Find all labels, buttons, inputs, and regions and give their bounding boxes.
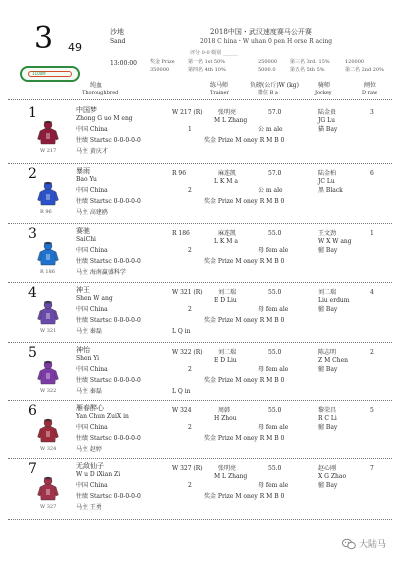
jockey-cn: 陆金贵: [318, 109, 337, 116]
horse-extra: L Q in: [172, 328, 191, 335]
entry-number: 5: [28, 345, 37, 361]
horse-owner: 马主 秦磊: [76, 388, 102, 395]
draw-number: 5: [370, 407, 374, 414]
jockey-silks-icon: [37, 476, 59, 502]
jockey-cn: 赵心刚: [318, 465, 337, 472]
horse-owner: 马主 秦磊: [76, 328, 102, 335]
prize-money: 奖金 Prize M oney R M B 0: [204, 137, 285, 144]
race-title: 2018中国・武汉速度赛马公开赛: [210, 28, 312, 36]
divider: [8, 163, 392, 164]
prize-label-0: 奖金 Prize: [150, 59, 175, 65]
divider: [8, 99, 392, 100]
prize-money: 奖金 Prize M oney R M B 0: [204, 435, 285, 442]
trainer-cn: 刘二瑞: [218, 349, 237, 356]
entry-number: 2: [28, 166, 37, 182]
wechat-icon: [342, 538, 356, 550]
draw-number: 4: [370, 289, 374, 296]
race-number: 3: [34, 21, 54, 56]
horse-name-cn: 无敌仙子: [76, 462, 104, 470]
rating-line: 评分 0-0 级别 ______: [190, 50, 238, 56]
horse-name-cn: 赛驰: [76, 227, 90, 235]
draw-number: 3: [370, 109, 374, 116]
horse-weight: 55.0: [268, 407, 282, 414]
trainer-en: E D Liu: [214, 357, 237, 364]
divider: [8, 519, 392, 520]
horse-color: 骝 Bay: [318, 306, 338, 313]
horse-origin: 中国 China: [76, 424, 108, 431]
horse-sex: 公 m ale: [258, 126, 283, 133]
horse-name-cn: 神王: [76, 286, 90, 294]
jockey-silks-icon: [37, 241, 59, 267]
entry-row: [0, 460, 400, 518]
horse-owner: 马主 赵婷: [76, 446, 102, 453]
entry-tag: R 186: [40, 269, 55, 275]
horse-name-en: Yan Chun ZuiX in: [76, 413, 129, 420]
horse-barrier: 1: [188, 126, 192, 133]
horse-record: 往绩 Startsc 0-0-0-0-0: [76, 493, 141, 500]
entry-number: 4: [28, 285, 37, 301]
draw-number: 1: [370, 230, 374, 237]
prize-money: 奖金 Prize M oney R M B 0: [204, 493, 285, 500]
entry-number: 7: [28, 461, 37, 477]
horse-name-en: Shen W ang: [76, 295, 113, 302]
trainer-en: M L Zhang: [214, 117, 248, 124]
horse-origin: 中国 China: [76, 126, 108, 133]
trainer-en: M L Zhang: [214, 473, 248, 480]
horse-color: 骝 Bay: [318, 424, 338, 431]
horse-name-cn: 暴雨: [76, 167, 90, 175]
trainer-en: H Zhou: [214, 415, 237, 422]
divider: [8, 458, 392, 459]
horse-owner: 马主 王勇: [76, 504, 102, 511]
horse-rating: R 186: [172, 230, 190, 237]
horse-name-en: Shen Yi: [76, 355, 100, 362]
horse-barrier: 2: [188, 482, 192, 489]
entry-number: 6: [28, 403, 37, 419]
horse-name-cn: 雁春醉心: [76, 404, 104, 412]
jockey-cn: 陈志明: [318, 349, 337, 356]
draw-number: 2: [370, 349, 374, 356]
horse-extra: L Q in: [172, 388, 191, 395]
horse-weight: 55.0: [268, 465, 282, 472]
jockey-silks-icon: [37, 418, 59, 444]
entry-row: [0, 402, 400, 460]
entry-tag: W 322: [40, 388, 57, 394]
horse-color: 骝 Bay: [318, 482, 338, 489]
horse-owner: 马主 海南赢盛科学: [76, 269, 126, 276]
horse-origin: 中国 China: [76, 306, 108, 313]
entry-tag: W 217: [40, 148, 57, 154]
horse-color: 骝 Bay: [318, 247, 338, 254]
horse-color: 黑 Black: [318, 187, 343, 194]
jockey-en: JC Lu: [318, 178, 335, 185]
horse-sex: 母 fem ale: [258, 247, 289, 254]
horse-record: 往绩 Startsc 0-0-0-0-0: [76, 198, 141, 205]
trainer-cn: 张明亮: [218, 465, 237, 472]
trainer-cn: 麻连凯: [218, 230, 237, 237]
entry-row: [0, 225, 400, 283]
jockey-silks-icon: [37, 120, 59, 146]
prize-money: 奖金 Prize M oney R M B 0: [204, 198, 285, 205]
trainer-en: E D Liu: [214, 297, 237, 304]
horse-name-en: Bao Yu: [76, 176, 97, 183]
jockey-cn: 王文劲: [318, 230, 337, 237]
horse-name-en: SaiChi: [76, 236, 96, 243]
entry-number: 3: [28, 226, 37, 242]
jockey-en: Liu erdum: [318, 297, 350, 304]
horse-record: 往绩 Startsc 0-0-0-0-0: [76, 377, 141, 384]
entry-tag: R 96: [40, 209, 52, 215]
horse-origin: 中国 China: [76, 482, 108, 489]
entry-row: [0, 284, 400, 342]
entry-tag: W 321: [40, 328, 57, 334]
divider: [8, 282, 392, 283]
trainer-cn: 刘二瑞: [218, 289, 237, 296]
jockey-silks-icon: [37, 300, 59, 326]
jockey-en: JG Lu: [318, 117, 335, 124]
col-weight-cn: 负磅(公斤)W (kg): [250, 82, 299, 89]
jockey-cn: 刘二瑞: [318, 289, 337, 296]
prize-value-0: 350000: [150, 67, 170, 73]
prize-money: 奖金 Prize M oney R M B 0: [204, 377, 285, 384]
trainer-cn: 张明亮: [218, 109, 237, 116]
horse-rating: W 327 (R): [172, 465, 203, 472]
entry-tag: W 324: [40, 446, 57, 452]
track-diagram: [20, 66, 80, 82]
surface-en: Sand: [110, 38, 126, 45]
col-jockey-cn: 骑师: [318, 82, 331, 89]
col-trainer-en: Trainer: [210, 90, 229, 96]
draw-number: 6: [370, 170, 374, 177]
prize-money: 奖金 Prize M oney R M B 0: [204, 317, 285, 324]
horse-barrier: 2: [188, 306, 192, 313]
col-weight-en: 排位 B a: [258, 90, 278, 96]
prize-value-5: 120000: [345, 59, 365, 65]
horse-record: 往绩 Startsc 0-0-0-0-0: [76, 258, 141, 265]
jockey-en: W X W ang: [318, 238, 352, 245]
col-trainer-cn: 练马师: [210, 82, 229, 89]
draw-number: 7: [370, 465, 374, 472]
horse-rating: R 96: [172, 170, 187, 177]
horse-name-en: Zhong G uo M eng: [76, 115, 133, 122]
horse-weight: 55.0: [268, 230, 282, 237]
horse-record: 往绩 Startsc 0-0-0-0-0: [76, 137, 141, 144]
track-distance: 1100M: [32, 71, 46, 76]
col-draw-cn: 闸位: [364, 82, 377, 89]
horse-rating: W 322 (R): [172, 349, 203, 356]
horse-rating: W 321 (R): [172, 289, 203, 296]
horse-rating: W 324: [172, 407, 192, 414]
divider: [8, 342, 392, 343]
prize-value-1: 5000.0: [258, 67, 276, 73]
race-title-en: 2018 C hina・W uhan 0 pen H orse R acing: [200, 38, 333, 45]
horse-barrier: 2: [188, 187, 192, 194]
col-breed-cn: 纯血: [90, 82, 103, 89]
jockey-en: X G Zhao: [318, 473, 347, 480]
horse-barrier: 2: [188, 424, 192, 431]
trainer-en: L K M a: [214, 238, 238, 245]
runners-count: 49: [68, 41, 82, 54]
entry-row: [0, 104, 400, 162]
trainer-cn: 周韩: [218, 407, 231, 414]
horse-weight: 55.0: [268, 289, 282, 296]
horse-origin: 中国 China: [76, 247, 108, 254]
entry-tag: W 327: [40, 504, 57, 510]
horse-rating: W 217 (R): [172, 109, 203, 116]
horse-origin: 中国 China: [76, 187, 108, 194]
horse-name-cn: 中国梦: [76, 106, 97, 114]
horse-name-en: W u D iXian Zi: [76, 471, 121, 478]
prize-value-2: 第四名 4th 10%: [188, 67, 226, 73]
horse-barrier: 2: [188, 247, 192, 254]
horse-sex: 母 fem ale: [258, 424, 289, 431]
horse-barrier: 2: [188, 366, 192, 373]
divider: [8, 223, 392, 224]
horse-record: 往绩 Startsc 0-0-0-0-0: [76, 317, 141, 324]
horse-record: 往绩 Startsc 0-0-0-0-0: [76, 435, 141, 442]
horse-weight: 55.0: [268, 349, 282, 356]
horse-weight: 57.0: [268, 109, 282, 116]
prize-value-4: 第五名 5th 5%: [290, 67, 325, 73]
jockey-cn: 黎荣昌: [318, 407, 337, 414]
prize-money: 奖金 Prize M oney R M B 0: [204, 258, 285, 265]
entry-row: [0, 165, 400, 223]
watermark: [342, 537, 386, 550]
surface-cn: 沙地: [110, 28, 124, 36]
divider: [8, 400, 392, 401]
race-time: 13:00:00: [110, 60, 137, 67]
jockey-en: R C Li: [318, 415, 337, 422]
horse-color: 骝 Bay: [318, 366, 338, 373]
prize-value-3: 250000: [258, 59, 278, 65]
prize-label-2: 第二名 2nd 20%: [345, 67, 384, 73]
jockey-silks-icon: [37, 360, 59, 386]
watermark-text: 大陆马: [358, 540, 386, 550]
trainer-en: L K M a: [214, 178, 238, 185]
horse-sex: 母 fem ale: [258, 306, 289, 313]
jockey-cn: 陆金柏: [318, 170, 337, 177]
horse-sex: 公 m ale: [258, 187, 283, 194]
horse-owner: 马主 高建鸥: [76, 209, 108, 216]
entry-number: 1: [28, 105, 37, 121]
col-jockey-en: Jockey: [315, 90, 332, 96]
horse-sex: 母 fem ale: [258, 366, 289, 373]
horse-sex: 母 fem ale: [258, 482, 289, 489]
horse-name-cn: 神怡: [76, 346, 90, 354]
prize-label-1: 第一名 1st 50%: [188, 59, 226, 65]
col-draw-en: D raw: [362, 90, 378, 96]
horse-weight: 57.0: [268, 170, 282, 177]
col-breed-en: Thoroughbred: [82, 90, 119, 96]
horse-owner: 马主 黄庆才: [76, 148, 108, 155]
entry-row: [0, 344, 400, 402]
prize-label-3: 第三名 3rd. 15%: [290, 59, 330, 65]
horse-color: 猫 Bay: [318, 126, 338, 133]
horse-origin: 中国 China: [76, 366, 108, 373]
trainer-cn: 麻连凯: [218, 170, 237, 177]
jockey-silks-icon: [37, 181, 59, 207]
jockey-en: Z M Chen: [318, 357, 348, 364]
